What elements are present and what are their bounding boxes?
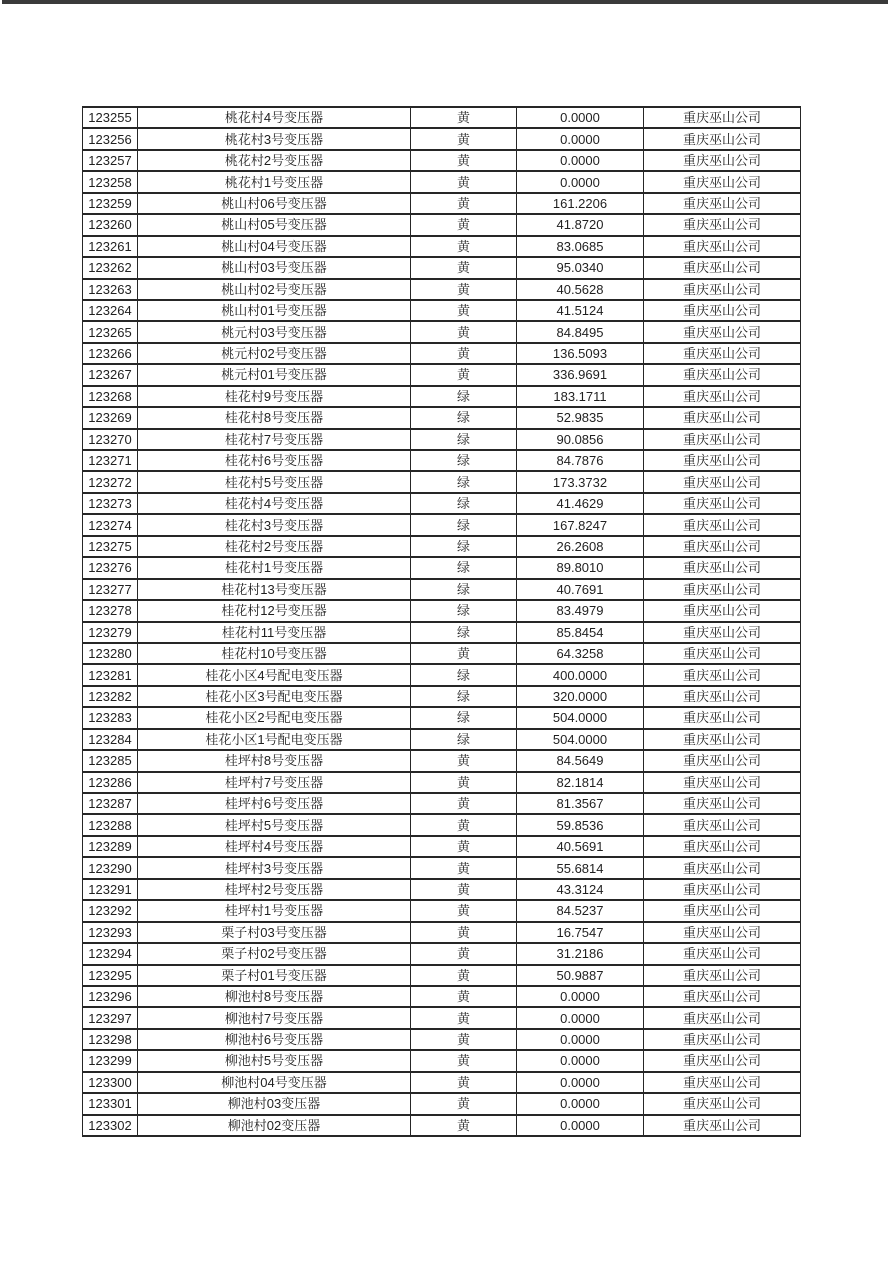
company-cell: 重庆巫山公司 <box>644 536 801 557</box>
status-cell: 黄 <box>411 343 517 364</box>
value-cell: 50.9887 <box>517 965 644 986</box>
table-row <box>83 128 801 149</box>
transformer-name-cell: 桂花村8号变压器 <box>138 407 411 428</box>
status-cell: 绿 <box>411 514 517 535</box>
value-cell: 0.0000 <box>517 150 644 171</box>
table-row <box>83 321 801 342</box>
value-cell: 95.0340 <box>517 257 644 278</box>
table-row <box>83 772 801 793</box>
value-cell: 84.8495 <box>517 321 644 342</box>
value-cell: 83.4979 <box>517 600 644 621</box>
row-id-cell: 123280 <box>83 643 138 664</box>
status-cell: 黄 <box>411 236 517 257</box>
value-cell: 0.0000 <box>517 1050 644 1071</box>
row-id-cell: 123274 <box>83 514 138 535</box>
value-cell: 183.1711 <box>517 386 644 407</box>
status-cell: 黄 <box>411 965 517 986</box>
value-cell: 0.0000 <box>517 171 644 192</box>
table-row <box>83 836 801 857</box>
row-id-cell: 123268 <box>83 386 138 407</box>
row-id-cell: 123269 <box>83 407 138 428</box>
status-cell: 绿 <box>411 493 517 514</box>
company-cell: 重庆巫山公司 <box>644 579 801 600</box>
transformer-name-cell: 栗子村02号变压器 <box>138 943 411 964</box>
company-cell: 重庆巫山公司 <box>644 1115 801 1136</box>
company-cell: 重庆巫山公司 <box>644 622 801 643</box>
transformer-name-cell: 桂花村13号变压器 <box>138 579 411 600</box>
status-cell: 绿 <box>411 664 517 685</box>
table-row <box>83 857 801 878</box>
status-cell: 黄 <box>411 214 517 235</box>
company-cell: 重庆巫山公司 <box>644 750 801 771</box>
company-cell: 重庆巫山公司 <box>644 300 801 321</box>
value-cell: 83.0685 <box>517 236 644 257</box>
company-cell: 重庆巫山公司 <box>644 836 801 857</box>
table-row <box>83 450 801 471</box>
value-cell: 336.9691 <box>517 364 644 385</box>
table-row <box>83 1029 801 1050</box>
company-cell: 重庆巫山公司 <box>644 943 801 964</box>
row-id-cell: 123302 <box>83 1115 138 1136</box>
page-top-edge-bar <box>2 0 888 4</box>
row-id-cell: 123270 <box>83 429 138 450</box>
status-cell: 黄 <box>411 1072 517 1093</box>
row-id-cell: 123260 <box>83 214 138 235</box>
row-id-cell: 123295 <box>83 965 138 986</box>
value-cell: 59.8536 <box>517 814 644 835</box>
table-row <box>83 1115 801 1136</box>
table-row <box>83 193 801 214</box>
company-cell: 重庆巫山公司 <box>644 707 801 728</box>
company-cell: 重庆巫山公司 <box>644 193 801 214</box>
value-cell: 16.7547 <box>517 922 644 943</box>
company-cell: 重庆巫山公司 <box>644 128 801 149</box>
company-cell: 重庆巫山公司 <box>644 1007 801 1028</box>
status-cell: 黄 <box>411 814 517 835</box>
company-cell: 重庆巫山公司 <box>644 364 801 385</box>
value-cell: 173.3732 <box>517 471 644 492</box>
status-cell: 黄 <box>411 643 517 664</box>
company-cell: 重庆巫山公司 <box>644 1029 801 1050</box>
company-cell: 重庆巫山公司 <box>644 1093 801 1114</box>
value-cell: 55.6814 <box>517 857 644 878</box>
company-cell: 重庆巫山公司 <box>644 514 801 535</box>
status-cell: 绿 <box>411 407 517 428</box>
company-cell: 重庆巫山公司 <box>644 429 801 450</box>
company-cell: 重庆巫山公司 <box>644 407 801 428</box>
value-cell: 0.0000 <box>517 1115 644 1136</box>
status-cell: 黄 <box>411 900 517 921</box>
company-cell: 重庆巫山公司 <box>644 343 801 364</box>
company-cell: 重庆巫山公司 <box>644 986 801 1007</box>
status-cell: 绿 <box>411 450 517 471</box>
table-row <box>83 107 801 128</box>
row-id-cell: 123261 <box>83 236 138 257</box>
company-cell: 重庆巫山公司 <box>644 557 801 578</box>
table-row <box>83 750 801 771</box>
table-row <box>83 471 801 492</box>
value-cell: 40.5691 <box>517 836 644 857</box>
transformer-table-body <box>83 107 801 1136</box>
transformer-name-cell: 桂花村3号变压器 <box>138 514 411 535</box>
row-id-cell: 123277 <box>83 579 138 600</box>
transformer-name-cell: 栗子村01号变压器 <box>138 965 411 986</box>
value-cell: 161.2206 <box>517 193 644 214</box>
company-cell: 重庆巫山公司 <box>644 965 801 986</box>
row-id-cell: 123273 <box>83 493 138 514</box>
transformer-name-cell: 桂花村1号变压器 <box>138 557 411 578</box>
value-cell: 64.3258 <box>517 643 644 664</box>
status-cell: 黄 <box>411 1029 517 1050</box>
row-id-cell: 123281 <box>83 664 138 685</box>
company-cell: 重庆巫山公司 <box>644 450 801 471</box>
table-row <box>83 793 801 814</box>
table-row <box>83 536 801 557</box>
table-row <box>83 407 801 428</box>
table-row <box>83 600 801 621</box>
row-id-cell: 123287 <box>83 793 138 814</box>
transformer-name-cell: 栗子村03号变压器 <box>138 922 411 943</box>
transformer-name-cell: 桃山村05号变压器 <box>138 214 411 235</box>
row-id-cell: 123299 <box>83 1050 138 1071</box>
table-row <box>83 643 801 664</box>
status-cell: 绿 <box>411 729 517 750</box>
status-cell: 绿 <box>411 557 517 578</box>
transformer-name-cell: 桂花村9号变压器 <box>138 386 411 407</box>
transformer-name-cell: 柳池村6号变压器 <box>138 1029 411 1050</box>
transformer-table <box>82 106 801 1137</box>
transformer-name-cell: 桂坪村5号变压器 <box>138 814 411 835</box>
status-cell: 绿 <box>411 600 517 621</box>
transformer-name-cell: 桂花小区3号配电变压器 <box>138 686 411 707</box>
value-cell: 167.8247 <box>517 514 644 535</box>
table-row <box>83 279 801 300</box>
row-id-cell: 123256 <box>83 128 138 149</box>
table-row <box>83 922 801 943</box>
company-cell: 重庆巫山公司 <box>644 257 801 278</box>
row-id-cell: 123286 <box>83 772 138 793</box>
transformer-name-cell: 桂坪村8号变压器 <box>138 750 411 771</box>
row-id-cell: 123262 <box>83 257 138 278</box>
row-id-cell: 123282 <box>83 686 138 707</box>
table-row <box>83 729 801 750</box>
status-cell: 黄 <box>411 1007 517 1028</box>
transformer-name-cell: 桂花小区2号配电变压器 <box>138 707 411 728</box>
transformer-name-cell: 桂花村4号变压器 <box>138 493 411 514</box>
row-id-cell: 123283 <box>83 707 138 728</box>
value-cell: 40.5628 <box>517 279 644 300</box>
row-id-cell: 123257 <box>83 150 138 171</box>
status-cell: 绿 <box>411 622 517 643</box>
transformer-name-cell: 柳池村04号变压器 <box>138 1072 411 1093</box>
status-cell: 黄 <box>411 879 517 900</box>
company-cell: 重庆巫山公司 <box>644 107 801 128</box>
value-cell: 81.3567 <box>517 793 644 814</box>
transformer-name-cell: 桃山村02号变压器 <box>138 279 411 300</box>
row-id-cell: 123275 <box>83 536 138 557</box>
company-cell: 重庆巫山公司 <box>644 857 801 878</box>
status-cell: 绿 <box>411 707 517 728</box>
company-cell: 重庆巫山公司 <box>644 772 801 793</box>
row-id-cell: 123278 <box>83 600 138 621</box>
table-row <box>83 514 801 535</box>
transformer-name-cell: 桂花村11号变压器 <box>138 622 411 643</box>
transformer-name-cell: 桂花村10号变压器 <box>138 643 411 664</box>
table-row <box>83 1007 801 1028</box>
transformer-name-cell: 桃元村01号变压器 <box>138 364 411 385</box>
transformer-name-cell: 柳池村02变压器 <box>138 1115 411 1136</box>
value-cell: 85.8454 <box>517 622 644 643</box>
company-cell: 重庆巫山公司 <box>644 664 801 685</box>
table-row <box>83 214 801 235</box>
row-id-cell: 123298 <box>83 1029 138 1050</box>
table-row <box>83 900 801 921</box>
table-row <box>83 429 801 450</box>
table-row <box>83 493 801 514</box>
value-cell: 0.0000 <box>517 986 644 1007</box>
status-cell: 黄 <box>411 986 517 1007</box>
table-row <box>83 1093 801 1114</box>
value-cell: 89.8010 <box>517 557 644 578</box>
transformer-name-cell: 桂坪村3号变压器 <box>138 857 411 878</box>
transformer-name-cell: 柳池村03变压器 <box>138 1093 411 1114</box>
table-row <box>83 686 801 707</box>
table-row <box>83 579 801 600</box>
row-id-cell: 123289 <box>83 836 138 857</box>
status-cell: 黄 <box>411 793 517 814</box>
transformer-name-cell: 桃花村2号变压器 <box>138 150 411 171</box>
transformer-name-cell: 桂坪村7号变压器 <box>138 772 411 793</box>
table-row <box>83 343 801 364</box>
table-row <box>83 986 801 1007</box>
transformer-name-cell: 桂花小区4号配电变压器 <box>138 664 411 685</box>
company-cell: 重庆巫山公司 <box>644 686 801 707</box>
status-cell: 黄 <box>411 107 517 128</box>
company-cell: 重庆巫山公司 <box>644 171 801 192</box>
company-cell: 重庆巫山公司 <box>644 150 801 171</box>
company-cell: 重庆巫山公司 <box>644 600 801 621</box>
transformer-name-cell: 桃山村03号变压器 <box>138 257 411 278</box>
value-cell: 31.2186 <box>517 943 644 964</box>
company-cell: 重庆巫山公司 <box>644 1050 801 1071</box>
value-cell: 400.0000 <box>517 664 644 685</box>
status-cell: 黄 <box>411 750 517 771</box>
value-cell: 0.0000 <box>517 107 644 128</box>
table-row <box>83 965 801 986</box>
status-cell: 黄 <box>411 922 517 943</box>
status-cell: 黄 <box>411 1093 517 1114</box>
value-cell: 43.3124 <box>517 879 644 900</box>
row-id-cell: 123265 <box>83 321 138 342</box>
status-cell: 黄 <box>411 279 517 300</box>
row-id-cell: 123301 <box>83 1093 138 1114</box>
transformer-name-cell: 桂花村7号变压器 <box>138 429 411 450</box>
transformer-name-cell: 柳池村8号变压器 <box>138 986 411 1007</box>
value-cell: 84.5649 <box>517 750 644 771</box>
status-cell: 黄 <box>411 857 517 878</box>
table-row <box>83 664 801 685</box>
status-cell: 黄 <box>411 364 517 385</box>
transformer-name-cell: 桃元村02号变压器 <box>138 343 411 364</box>
transformer-name-cell: 桃山村04号变压器 <box>138 236 411 257</box>
transformer-name-cell: 桂花村5号变压器 <box>138 471 411 492</box>
row-id-cell: 123255 <box>83 107 138 128</box>
row-id-cell: 123291 <box>83 879 138 900</box>
status-cell: 绿 <box>411 579 517 600</box>
row-id-cell: 123294 <box>83 943 138 964</box>
transformer-name-cell: 柳池村7号变压器 <box>138 1007 411 1028</box>
value-cell: 0.0000 <box>517 1093 644 1114</box>
row-id-cell: 123276 <box>83 557 138 578</box>
company-cell: 重庆巫山公司 <box>644 1072 801 1093</box>
transformer-name-cell: 桃花村4号变压器 <box>138 107 411 128</box>
value-cell: 504.0000 <box>517 707 644 728</box>
table-row <box>83 557 801 578</box>
table-row <box>83 171 801 192</box>
transformer-name-cell: 桂坪村6号变压器 <box>138 793 411 814</box>
value-cell: 90.0856 <box>517 429 644 450</box>
company-cell: 重庆巫山公司 <box>644 900 801 921</box>
table-row <box>83 814 801 835</box>
status-cell: 黄 <box>411 257 517 278</box>
status-cell: 黄 <box>411 300 517 321</box>
company-cell: 重庆巫山公司 <box>644 643 801 664</box>
row-id-cell: 123300 <box>83 1072 138 1093</box>
table-row <box>83 150 801 171</box>
row-id-cell: 123264 <box>83 300 138 321</box>
row-id-cell: 123297 <box>83 1007 138 1028</box>
transformer-name-cell: 桂花村2号变压器 <box>138 536 411 557</box>
status-cell: 黄 <box>411 193 517 214</box>
row-id-cell: 123271 <box>83 450 138 471</box>
company-cell: 重庆巫山公司 <box>644 214 801 235</box>
value-cell: 52.9835 <box>517 407 644 428</box>
table-row <box>83 1050 801 1071</box>
row-id-cell: 123284 <box>83 729 138 750</box>
row-id-cell: 123272 <box>83 471 138 492</box>
value-cell: 41.8720 <box>517 214 644 235</box>
transformer-name-cell: 桂坪村2号变压器 <box>138 879 411 900</box>
status-cell: 黄 <box>411 150 517 171</box>
company-cell: 重庆巫山公司 <box>644 922 801 943</box>
value-cell: 41.4629 <box>517 493 644 514</box>
value-cell: 41.5124 <box>517 300 644 321</box>
value-cell: 136.5093 <box>517 343 644 364</box>
transformer-name-cell: 桃花村3号变压器 <box>138 128 411 149</box>
row-id-cell: 123290 <box>83 857 138 878</box>
row-id-cell: 123292 <box>83 900 138 921</box>
value-cell: 504.0000 <box>517 729 644 750</box>
company-cell: 重庆巫山公司 <box>644 279 801 300</box>
transformer-name-cell: 桂花村6号变压器 <box>138 450 411 471</box>
status-cell: 绿 <box>411 471 517 492</box>
row-id-cell: 123266 <box>83 343 138 364</box>
transformer-name-cell: 桃花村1号变压器 <box>138 171 411 192</box>
row-id-cell: 123296 <box>83 986 138 1007</box>
row-id-cell: 123285 <box>83 750 138 771</box>
row-id-cell: 123263 <box>83 279 138 300</box>
transformer-name-cell: 柳池村5号变压器 <box>138 1050 411 1071</box>
transformer-name-cell: 桃元村03号变压器 <box>138 321 411 342</box>
table-row <box>83 386 801 407</box>
value-cell: 40.7691 <box>517 579 644 600</box>
table-row <box>83 236 801 257</box>
transformer-name-cell: 桃山村01号变压器 <box>138 300 411 321</box>
table-row <box>83 707 801 728</box>
status-cell: 绿 <box>411 386 517 407</box>
value-cell: 0.0000 <box>517 1029 644 1050</box>
value-cell: 0.0000 <box>517 128 644 149</box>
transformer-name-cell: 桂坪村4号变压器 <box>138 836 411 857</box>
status-cell: 黄 <box>411 943 517 964</box>
row-id-cell: 123259 <box>83 193 138 214</box>
transformer-name-cell: 桂坪村1号变压器 <box>138 900 411 921</box>
status-cell: 黄 <box>411 171 517 192</box>
status-cell: 黄 <box>411 772 517 793</box>
status-cell: 黄 <box>411 1050 517 1071</box>
transformer-name-cell: 桂花小区1号配电变压器 <box>138 729 411 750</box>
value-cell: 82.1814 <box>517 772 644 793</box>
value-cell: 26.2608 <box>517 536 644 557</box>
company-cell: 重庆巫山公司 <box>644 386 801 407</box>
row-id-cell: 123279 <box>83 622 138 643</box>
row-id-cell: 123258 <box>83 171 138 192</box>
company-cell: 重庆巫山公司 <box>644 471 801 492</box>
transformer-name-cell: 桂花村12号变压器 <box>138 600 411 621</box>
table-row <box>83 300 801 321</box>
status-cell: 黄 <box>411 1115 517 1136</box>
status-cell: 黄 <box>411 128 517 149</box>
table-row <box>83 1072 801 1093</box>
value-cell: 0.0000 <box>517 1072 644 1093</box>
table-row <box>83 364 801 385</box>
company-cell: 重庆巫山公司 <box>644 236 801 257</box>
company-cell: 重庆巫山公司 <box>644 729 801 750</box>
row-id-cell: 123288 <box>83 814 138 835</box>
status-cell: 绿 <box>411 686 517 707</box>
value-cell: 84.7876 <box>517 450 644 471</box>
status-cell: 绿 <box>411 536 517 557</box>
status-cell: 黄 <box>411 321 517 342</box>
table-row <box>83 257 801 278</box>
value-cell: 0.0000 <box>517 1007 644 1028</box>
status-cell: 黄 <box>411 836 517 857</box>
company-cell: 重庆巫山公司 <box>644 793 801 814</box>
row-id-cell: 123267 <box>83 364 138 385</box>
value-cell: 320.0000 <box>517 686 644 707</box>
company-cell: 重庆巫山公司 <box>644 814 801 835</box>
company-cell: 重庆巫山公司 <box>644 493 801 514</box>
table-row <box>83 879 801 900</box>
value-cell: 84.5237 <box>517 900 644 921</box>
status-cell: 绿 <box>411 429 517 450</box>
row-id-cell: 123293 <box>83 922 138 943</box>
table-row <box>83 943 801 964</box>
table-row <box>83 622 801 643</box>
company-cell: 重庆巫山公司 <box>644 321 801 342</box>
transformer-name-cell: 桃山村06号变压器 <box>138 193 411 214</box>
company-cell: 重庆巫山公司 <box>644 879 801 900</box>
